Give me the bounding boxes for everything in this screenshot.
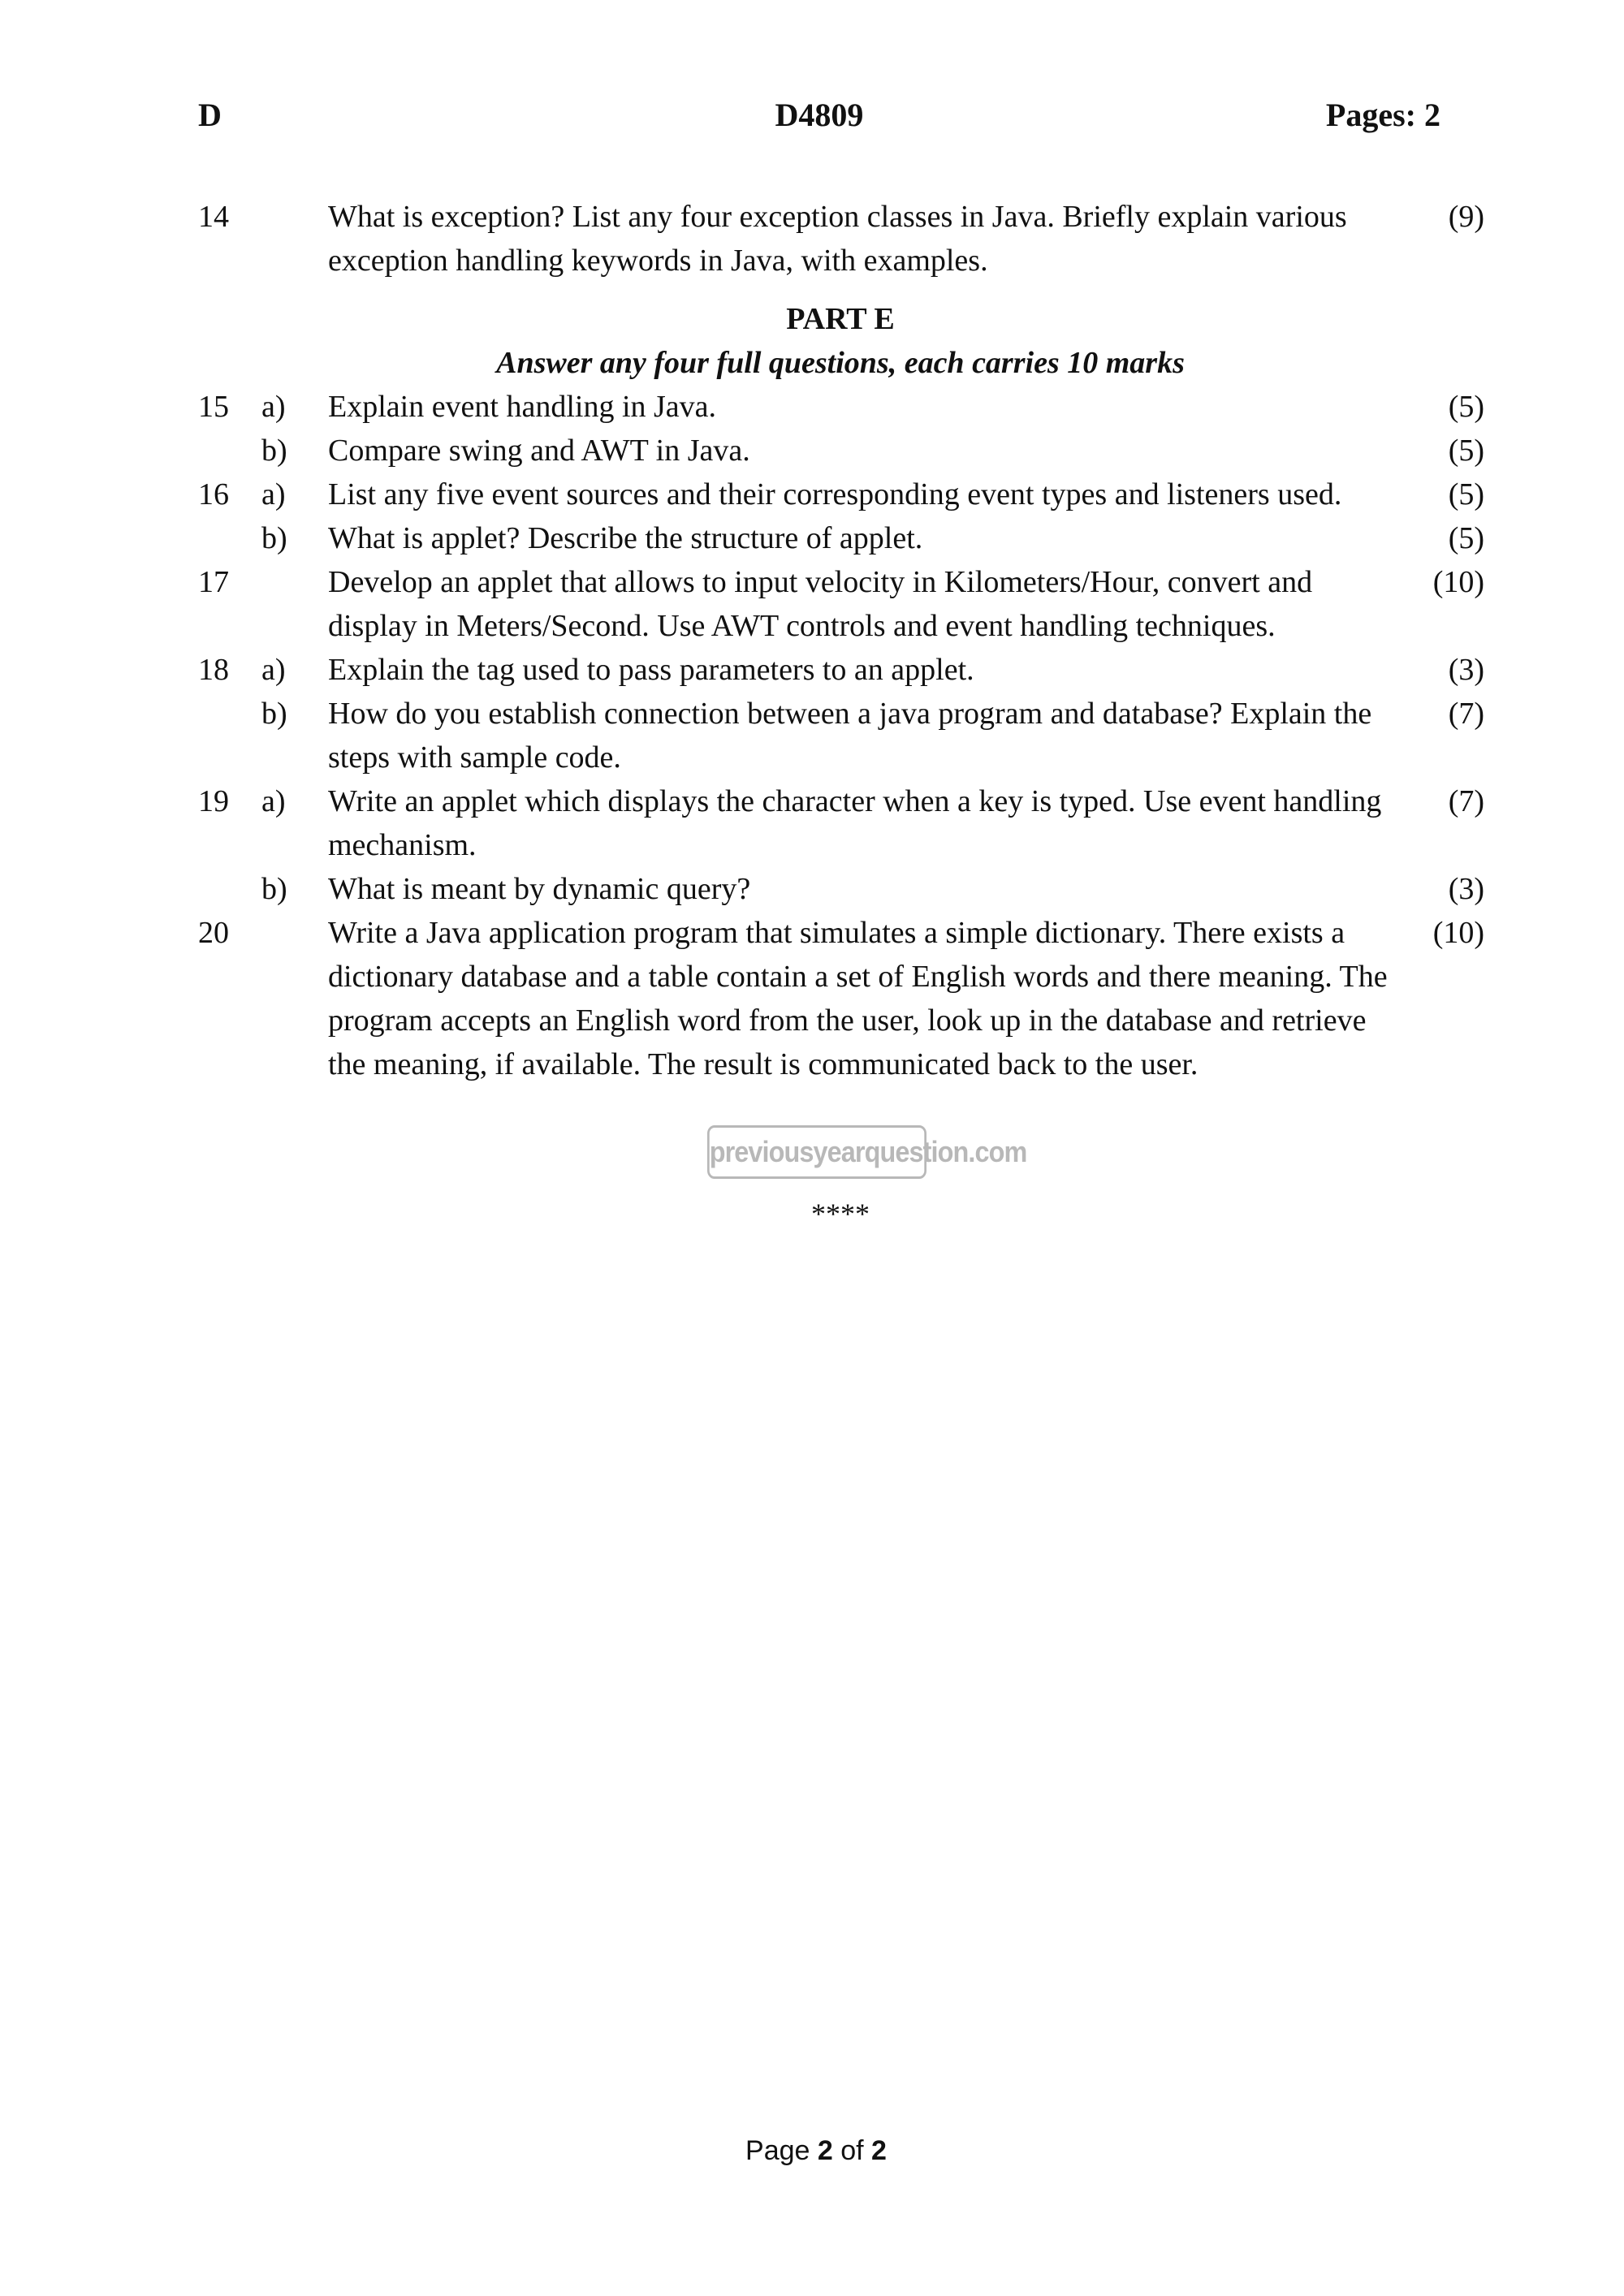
sub-question-label: b) — [261, 434, 287, 468]
question-text: What is meant by dynamic query? — [328, 872, 751, 906]
question-14 — [0, 195, 1624, 283]
question-text: Explain the tag used to pass parameters to an applet. — [328, 653, 974, 687]
question-item — [0, 648, 1624, 692]
question-number: 15 — [198, 390, 229, 424]
question-text: How do you establish connection between a java program and database? Explain the steps with sample code. — [328, 697, 1372, 775]
part-e-title: PART E — [786, 302, 895, 336]
question-text: Develop an applet that allows to input velocity in Kilometers/Hour, convert and display in Meters/Second. Use AWT controls and event handling techniques. — [328, 565, 1313, 643]
question-marks: (5) — [1448, 390, 1484, 424]
watermark-logo: previousyearquestion.com — [707, 1125, 926, 1179]
sub-question-label: a) — [261, 784, 286, 818]
question-text: What is exception? List any four exception classes in Java. Briefly explain various exception handling keywords in Java, with examples. — [328, 200, 1347, 278]
question-marks: (3) — [1448, 872, 1484, 906]
question-text: Compare swing and AWT in Java. — [328, 434, 750, 468]
question-marks: (5) — [1448, 477, 1484, 511]
sub-question-label: b) — [261, 872, 287, 906]
footer-current-page: 2 — [817, 2135, 833, 2166]
page-header — [198, 96, 1440, 145]
question-item — [0, 473, 1624, 516]
sub-question-label: b) — [261, 697, 287, 731]
question-item — [0, 692, 1624, 779]
question-marks: (5) — [1448, 434, 1484, 468]
header-pages: Pages: 2 — [1325, 97, 1440, 133]
question-number: 17 — [198, 565, 229, 599]
question-marks: (9) — [1448, 200, 1484, 234]
question-number: 14 — [198, 200, 229, 234]
question-item — [0, 385, 1624, 429]
page-footer — [0, 2135, 1624, 2167]
question-number: 20 — [198, 916, 229, 950]
question-marks: (7) — [1448, 784, 1484, 818]
question-marks: (7) — [1448, 697, 1484, 731]
question-number: 19 — [198, 784, 229, 818]
sub-question-label: a) — [261, 477, 286, 511]
footer-middle: of — [832, 2135, 872, 2166]
question-text: Explain event handling in Java. — [328, 390, 717, 424]
question-item — [0, 516, 1624, 560]
question-item — [0, 867, 1624, 911]
question-text: Write a Java application program that simulates a simple dictionary. There exists a dictionary database and a table contain a set of English words and there meaning. The program accepts an English word from the user, look up in the database and retrieve the meaning, if available. The result is communicated back to the user. — [328, 916, 1388, 1081]
end-of-paper-mark: **** — [811, 1198, 870, 1230]
question-marks: (3) — [1448, 653, 1484, 687]
question-item — [0, 779, 1624, 867]
sub-question-label: b) — [261, 521, 287, 555]
question-number: 18 — [198, 653, 229, 687]
part-e-instruction: Answer any four full questions, each carries 10 marks — [496, 346, 1185, 380]
sub-question-label: a) — [261, 390, 286, 424]
question-list — [0, 385, 1624, 1086]
question-item — [0, 429, 1624, 473]
question-item — [0, 560, 1624, 648]
header-series: D — [198, 97, 222, 133]
question-number: 16 — [198, 477, 229, 511]
header-code: D4809 — [775, 97, 864, 133]
sub-question-label: a) — [261, 653, 286, 687]
question-marks: (10) — [1432, 916, 1484, 950]
question-text: List any five event sources and their corresponding event types and listeners used. — [328, 477, 1342, 511]
question-marks: (5) — [1448, 521, 1484, 555]
question-item — [0, 911, 1624, 1086]
question-text: Write an applet which displays the character when a key is typed. Use event handling mechanism. — [328, 784, 1382, 862]
question-marks: (10) — [1432, 565, 1484, 599]
footer-total-pages: 2 — [871, 2135, 887, 2166]
question-content — [0, 195, 1624, 1086]
footer-prefix: Page — [745, 2135, 818, 2166]
question-text: What is applet? Describe the structure of applet. — [328, 521, 923, 555]
